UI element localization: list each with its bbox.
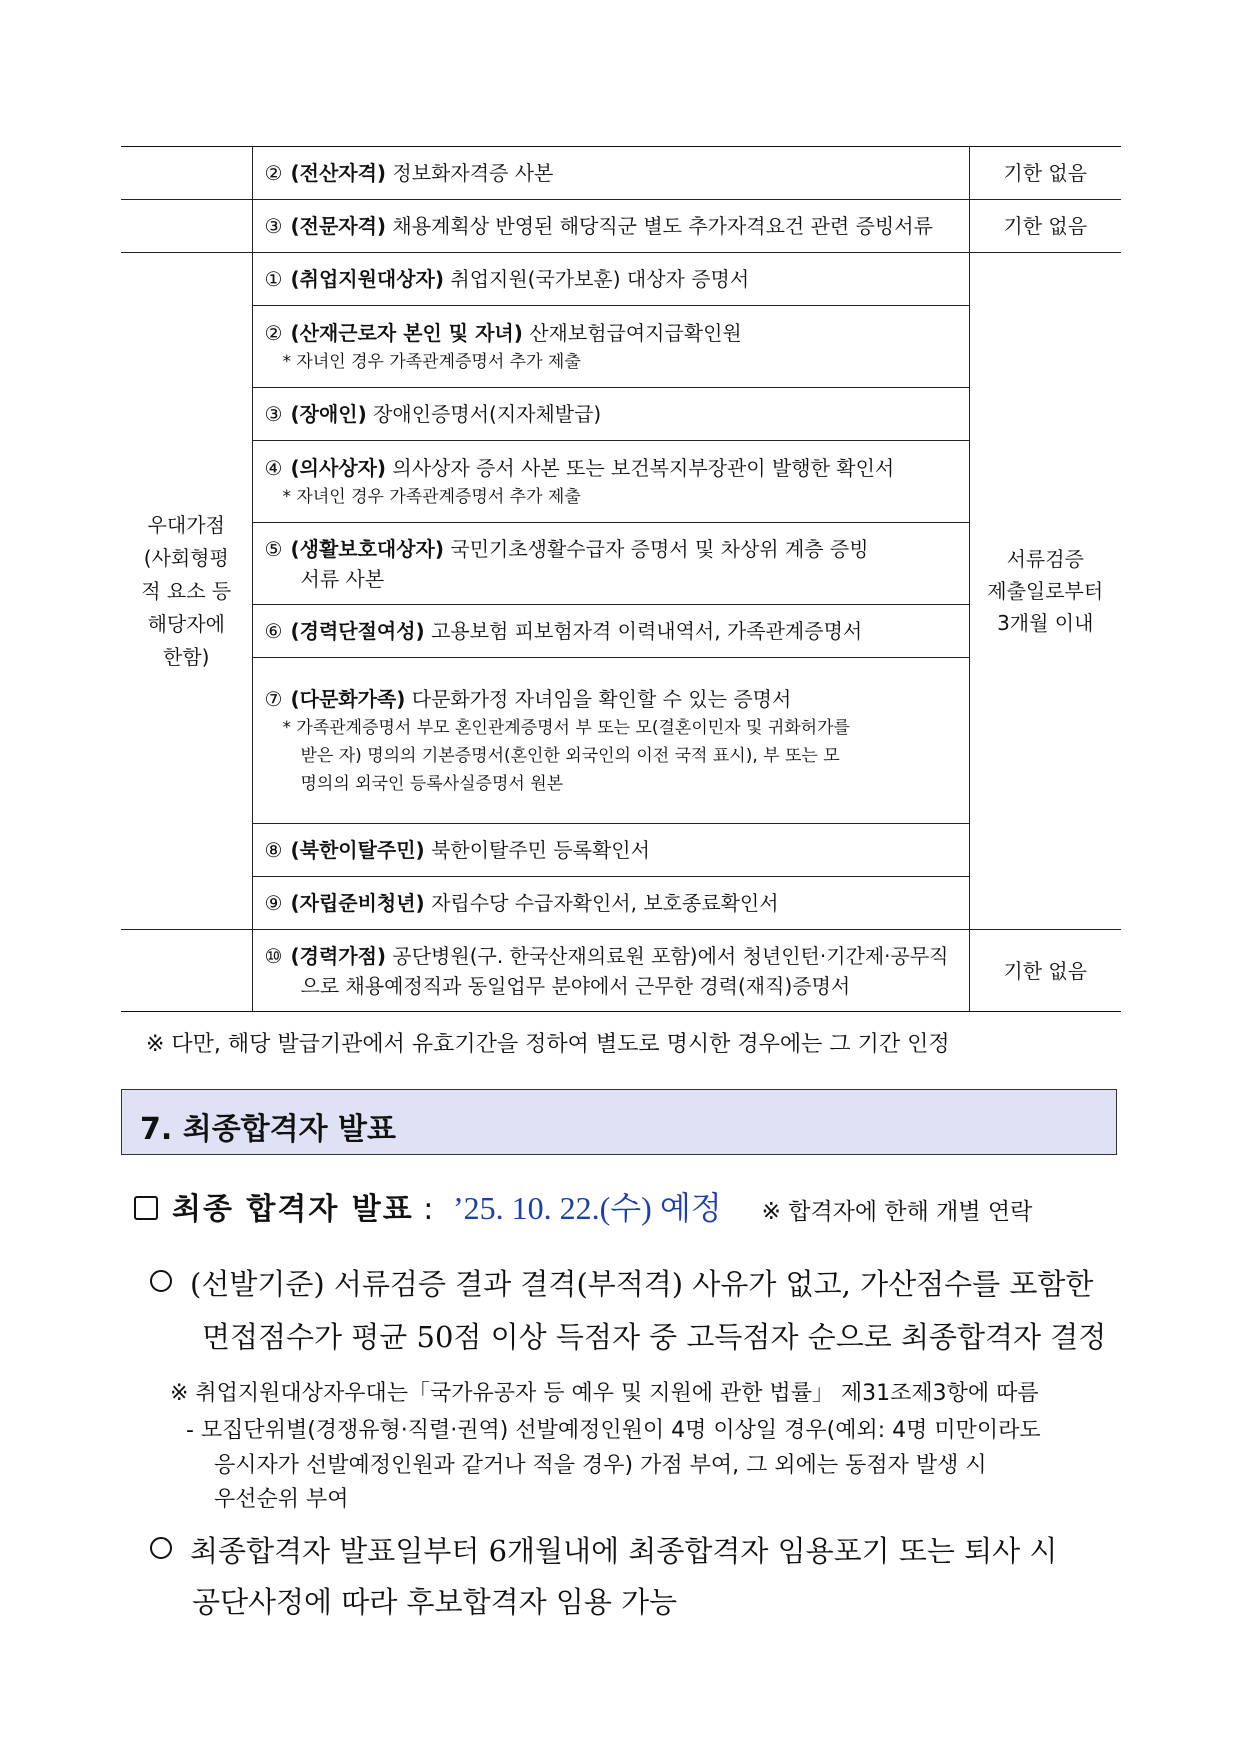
item-cell [252, 658, 969, 824]
criteria-line-2: 면접점수가 평균 50점 이상 득점자 중 고득점자 순으로 최종합격자 결정 [202, 1320, 1107, 1354]
item-number: ⑤ [264, 536, 283, 561]
item-cell [252, 306, 969, 388]
item-note: * 자녀인 경우 가족관계증명서 추가 제출 [282, 486, 581, 507]
item-cell [252, 523, 969, 605]
item-cell [252, 877, 969, 930]
category-line: 해당자에 [147, 611, 225, 636]
item-desc-continued: 으로 채용예정직과 동일업무 분야에서 근무한 경력(재직)증명서 [300, 973, 851, 998]
item-cell [252, 388, 969, 441]
item-cell [252, 930, 969, 1012]
item-desc-continued: 서류 사본 [300, 566, 385, 591]
preference-deadline-cell [969, 253, 1121, 930]
category-line: 적 요소 등 [141, 578, 232, 603]
item-cell [252, 147, 969, 200]
item-title: (다문화가족) [290, 686, 406, 711]
item-title: (전산자격) [290, 161, 387, 185]
unit-note-line-1: - 모집단위별(경쟁유형·직렬·권역) 선발예정인원이 4명 이상일 경우(예외: 4명 미만이라도 [186, 1418, 1041, 1443]
validity-footnote: ※ 다만, 해당 발급기관에서 유효기간을 정하여 별도로 명시한 경우에는 그 기간 인정 [146, 1032, 950, 1057]
category-line: 우대가점 [147, 512, 225, 537]
item-desc: 장애인증명서(지자체발급) [373, 402, 602, 426]
announce-memo: ※ 합격자에 한해 개별 연락 [761, 1199, 1033, 1225]
category-cell-empty [121, 930, 252, 1012]
item-cell [252, 441, 969, 523]
announce-date: ’25. 10. 22.(수) 예정 [452, 1190, 722, 1226]
category-cell-empty [121, 200, 252, 253]
table-row [121, 147, 1121, 200]
reserve-text: 최종합격자 발표일부터 6개월내에 최종합격자 임용포기 또는 퇴사 시 [190, 1534, 1058, 1568]
item-note-continued: 받은 자) 명의의 기본증명서(혼인한 외국인의 이전 국적 표시), 부 또는 모 [300, 745, 840, 766]
deadline-line: 서류검증 [1006, 547, 1084, 571]
item-desc: 취업지원(국가보훈) 대상자 증명서 [450, 267, 750, 291]
item-note: * 자녀인 경우 가족관계증명서 추가 제출 [282, 351, 581, 372]
item-cell [252, 605, 969, 658]
criteria-text: (선발기준) 서류검증 결과 결격(부적격) 사유가 없고, 가산점수를 포함한 [190, 1267, 1094, 1301]
section-title: 7. 최종합격자 발표 [140, 1112, 397, 1147]
item-title: (의사상자) [290, 455, 387, 480]
item-desc: 의사상자 증서 사본 또는 보건복지부장관이 발행한 확인서 [392, 455, 895, 480]
table-row [121, 930, 1121, 1012]
item-title: (자립준비청년) [290, 891, 425, 915]
unit-note-line-2: 응시자가 선발예정인원과 같거나 적을 경우) 가점 부여, 그 외에는 동점자 발생 시 [214, 1453, 987, 1478]
criteria-line-1 [150, 1262, 1093, 1303]
section-header [121, 1089, 1117, 1155]
unit-note-line-3: 우선순위 부여 [214, 1487, 349, 1512]
category-cell-empty [121, 147, 252, 200]
table-row [121, 200, 1121, 253]
category-line: 한함) [163, 644, 210, 669]
table-row [121, 253, 1121, 306]
item-desc: 정보화자격증 사본 [392, 161, 554, 185]
item-note: * 가족관계증명서 부모 혼인관계증명서 부 또는 모(결혼이민자 및 귀화허가를 [282, 717, 850, 738]
checkbox-icon [134, 1196, 158, 1220]
item-title: (생활보호대상자) [290, 536, 445, 561]
item-number: ② [264, 320, 283, 345]
item-title: (산재근로자 본인 및 자녀) [290, 320, 523, 345]
preference-category-cell [121, 253, 252, 930]
item-number: ② [264, 161, 283, 185]
reserve-line-1 [150, 1529, 1057, 1570]
item-number: ⑥ [264, 619, 283, 643]
circle-bullet-icon [150, 1537, 172, 1559]
final-announcement-line [134, 1183, 1032, 1229]
item-number: ⑦ [264, 686, 283, 711]
item-number: ① [264, 267, 283, 291]
item-desc: 국민기초생활수급자 증명서 및 차상위 계층 증빙 [450, 536, 869, 561]
item-cell [252, 824, 969, 877]
reserve-line-2: 공단사정에 따라 후보합격자 임용 가능 [192, 1585, 678, 1619]
required-documents-table [121, 146, 1121, 1012]
item-number: ④ [264, 455, 283, 480]
deadline-cell: 기한 없음 [969, 930, 1121, 1012]
item-title: (경력가점) [290, 943, 387, 968]
item-number: ⑧ [264, 838, 283, 862]
item-number: ⑨ [264, 891, 283, 915]
item-cell [252, 200, 969, 253]
deadline-line: 제출일로부터 [987, 579, 1104, 603]
item-number: ③ [264, 214, 283, 238]
item-desc: 산재보험급여지급확인원 [529, 320, 742, 345]
category-line: (사회형평 [143, 545, 229, 570]
item-note-continued: 명의의 외국인 등록사실증명서 원본 [300, 773, 564, 794]
item-cell [252, 253, 969, 306]
announce-colon: : [413, 1192, 443, 1227]
reference-note: ※ 취업지원대상자우대는「국가유공자 등 예우 및 지원에 관한 법률」 제31조제3항에 따름 [170, 1381, 1039, 1406]
deadline-line: 3개월 이내 [997, 611, 1094, 635]
item-number: ⑩ [264, 943, 283, 968]
item-desc: 공단병원(구. 한국산재의료원 포함)에서 청년인턴·기간제·공무직 [392, 943, 949, 968]
item-title: (취업지원대상자) [290, 267, 445, 291]
item-desc: 다문화가정 자녀임을 확인할 수 있는 증명서 [411, 686, 792, 711]
item-title: (북한이탈주민) [290, 838, 425, 862]
item-desc: 채용계획상 반영된 해당직군 별도 추가자격요건 관련 증빙서류 [392, 214, 933, 238]
item-title: (장애인) [290, 402, 367, 426]
announce-label: 최종 합격자 발표 [172, 1192, 414, 1227]
item-title: (경력단절여성) [290, 619, 425, 643]
deadline-cell: 기한 없음 [969, 147, 1121, 200]
item-title: (전문자격) [290, 214, 387, 238]
item-number: ③ [264, 402, 283, 426]
circle-bullet-icon [150, 1270, 172, 1292]
item-desc: 북한이탈주민 등록확인서 [431, 838, 650, 862]
deadline-cell: 기한 없음 [969, 200, 1121, 253]
item-desc: 고용보험 피보험자격 이력내역서, 가족관계증명서 [431, 619, 863, 643]
item-desc: 자립수당 수급자확인서, 보호종료확인서 [431, 891, 779, 915]
